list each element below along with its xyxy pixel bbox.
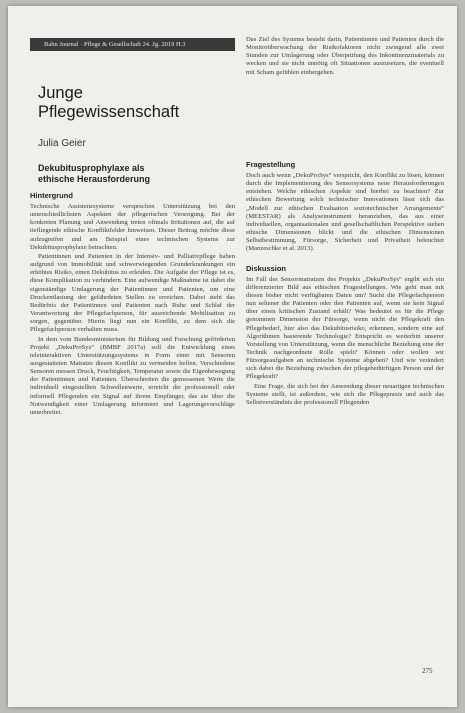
article-title: [38, 163, 235, 185]
body-paragraph: Im Fall des Sensormatratzen des Projekts „DekuProSys“ ergibt sich ein differenzierter Bild aus ethischen Fragestellungen. Wie geht man mit diesen bisher nicht verfügbaren Daten um? Sucht die Pflegefachperson nun seltener die Patienten oder den Patienten auf, wenn sie kein Signal über einen kritischen Zustand erhält? Was bedeutet es für die Pflege genommen Dimension der Fürsorge, wenn nicht die Pflegekraft den Pflegebedarf, hier also das Dekubitusrisiko, erkennen, sondern eine auf Algorithmen basierende Technologie? Entspricht es weiterhin unserer Vorstellung von Unterstützung, wenn die menschliche Beziehung eine der Technik nachgeordnete Rolle spielt? Können oder wollen wir Fürsorgeaufgaben an technische Systeme abgeben? Und wie verändert sich dabei die Beziehung zwischen der pflegebedürftigen Person und der Pflegekraft?: [246, 275, 444, 381]
section-heading-question: Fragestellung: [246, 160, 296, 169]
right-column: [246, 154, 444, 408]
body-paragraph: Technische Assistenzsysteme versprechen Unterstützung bei den unterschiedlichsten Aspekten der pflegerischen Versorgung. Bei der konkreten Planung und Anwendung treten oftmals Irritationen auf, die auf tiefliegende ethische Konfliktfelder hinweisen. Dieser Beitrag möchte diese aufzugreifen und am Beispiel eines technischen Systems zur Dekubitusprophylaxe betrachten.: [30, 203, 235, 251]
document-page: [8, 6, 457, 707]
right-column-top: [246, 36, 444, 78]
body-paragraph: Das Ziel des Systems besteht darin, Patientinnen und Patienten durch die Monitorüberwachung der Risikofaktoren nicht zwingend alle zwei Stunden zur Umlagerung oder Überprüfung des Inkontinenzmaterials zu wecken und sie nicht unnötig oft Situationen auszusetzen, die eventuell mit Scham gefühlen einhergehen.: [246, 36, 444, 76]
masthead-line-1: Junge: [38, 84, 83, 102]
body-paragraph: Eine Frage, die sich bei der Anwendung dieser neuartigen technischen Systeme stellt, ist außerdem, wie sich die Pflegepraxis und auch das Selbstverständnis der professionell Pflegenden: [246, 382, 444, 406]
left-column: [30, 74, 235, 418]
article-title-line-2: ethische Herausforderung: [38, 174, 151, 184]
masthead-line-2: Pflegewissenschaft: [38, 103, 180, 121]
article-title-line-1: Dekubitusprophylaxe als: [38, 163, 145, 173]
section-heading-background: Hintergrund: [30, 191, 73, 200]
body-paragraph: Doch auch wenn „DekuProSys“ verspricht, den Konflikt zu lösen, können durch die Implementierung des Sensorsystems neue Herausforderungen entstehen. Welche ethischen Aspekte sind hierbei zu beachten? Zur ethischen Bewertung solch technischer Innovationen lässt sich das „Modell zur ethischen Evaluation soziotechnischer Arrangements“ (MEESTAR) als Analyseinstrument heranziehen, das aus einer individuellen, organisationalen und gesellschaftlichen Perspektive sieben ethische Dimensionen blickt und die ethischen Dimensionen Selbstbestimmung, Fürsorge, Sicherheit und Privatheit beleuchtet (Manzeschke et al. 2013).: [246, 172, 444, 253]
body-paragraph: Patientinnen und Patienten in der Intensiv- und Palliativpflege haben aufgrund von Immobilität und schwerwiegenden Grunderkrankungen ein erhöhtes Risiko, einen Dekubitus zu erleiden. Die Aufgabe der Pflege ist es, diese Komplikation zu verhindern. Eine aufwendige Maßnahme ist dabei die eigenständige Umlagerung der Patientinnen und Patienten, um eine Druckentlastung der gefährdeten Stellen zu erreichen. Dabei steht das Bedürfnis der Patientinnen und Patienten nach Ruhe und Schlaf der Verantwortung der Pflegefachperson, für ausreichende Mobilisation zu sorgen, gegenüber. Hierin liegt nun ein Konflikt, zu dem sich die Pflegefachperson verhalten muss.: [30, 252, 235, 334]
section-heading-discussion: Diskussion: [246, 263, 287, 273]
page-number: 275: [422, 667, 433, 675]
author-name: Julia Geier: [38, 138, 86, 149]
body-paragraph: In dem vom Bundesministerium für Bildung und Forschung geförderten Projekt „DekuProSys“ (BMBF 2017a) soll die Entwicklung eines teleinteraktiven Unterstützungssystems in Form einer mit Sensoren ausgestatteten Matratze diesen Konflikt zu vermeiden helfen. Verschiedene Sensoren messen Druck, Feuchtigkeit, Temperatur sowie die Eigenbewegung der Patientinnen und Patienten. Überschreiten die gemessenen Werte die individuell eingestellten Schwellenwerte, erreicht die professionell oder informell Pflegenden ein Signal auf ihrem Empfänger, das sie über die Notwendigkeit einer Umlagerung informiert und Lagerungsvorschläge unterbreitet.: [30, 335, 235, 416]
masthead-title: [38, 84, 235, 122]
running-head: Bahn Journal · Pflege & Gesellschaft 24. Jg. 2019 H.3: [30, 38, 235, 51]
